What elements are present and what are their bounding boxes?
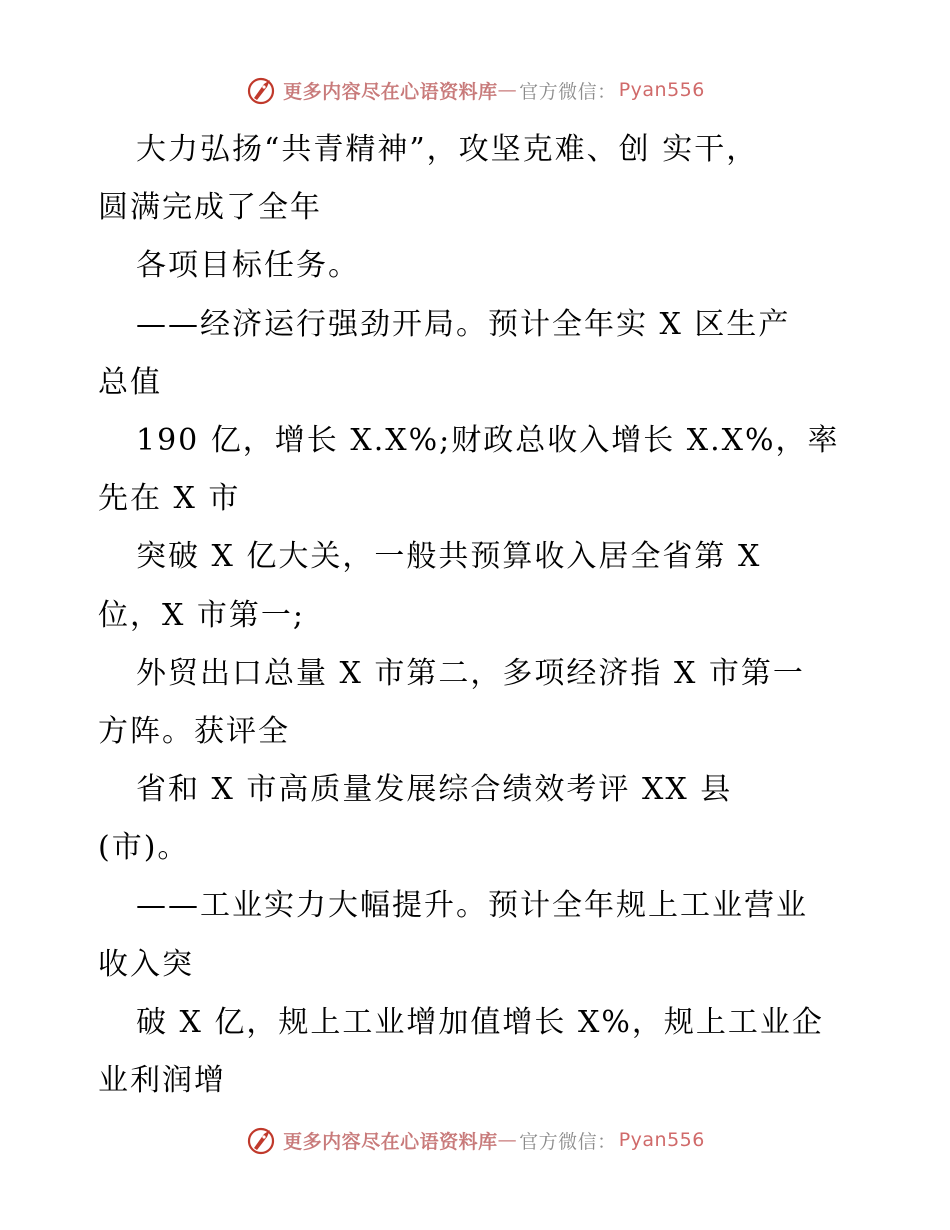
text-line: 先在 X 市 <box>98 481 241 517</box>
text-line: 突破 X 亿大关，一般共预算收入居全省第 X <box>136 539 762 575</box>
text-line: 破 X 亿，规上工业增加值增长 X%，规上工业企 <box>136 1004 824 1040</box>
watermark-main-text: 更多内容尽在心语资料库 <box>283 80 498 103</box>
watermark-wechat-id: Pyan556 <box>618 79 705 101</box>
watermark-main-text: 更多内容尽在心语资料库 <box>283 1130 498 1153</box>
text-line: 各项目标任务。 <box>136 248 360 284</box>
footer-watermark <box>0 1123 950 1157</box>
header-watermark <box>0 73 950 107</box>
document-body <box>98 121 888 1110</box>
watermark-separator: — <box>497 1129 518 1151</box>
text-line: 方阵。获评全 <box>98 713 290 749</box>
text-line: ——经济运行强劲开局。预计全年实 X 区生产 <box>136 306 791 342</box>
watermark-separator: — <box>497 79 518 101</box>
watermark-official-label: 官方微信： <box>519 80 617 103</box>
text-line: (市)。 <box>98 830 190 866</box>
text-line: 位，X 市第一; <box>98 597 306 633</box>
text-line: 圆满完成了全年 <box>98 190 322 226</box>
watermark-official-label: 官方微信： <box>519 1130 617 1153</box>
text-line: 190 亿，增长 X.X%;财政总收入增长 X.X%，率 <box>136 422 840 458</box>
text-line: 大力弘扬“共青精神”，攻坚克难、创 实干， <box>136 132 759 167</box>
text-line: 外贸出口总量 X 市第二，多项经济指 X 市第一 <box>136 655 805 691</box>
pen-nib-logo-icon <box>245 74 277 106</box>
text-line: 业利润增 <box>98 1063 226 1098</box>
text-line: 总值 <box>98 364 162 400</box>
pen-nib-logo-icon <box>245 1124 277 1156</box>
text-line: ——工业实力大幅提升。预计全年规上工业营业 <box>136 888 808 924</box>
watermark-wechat-id: Pyan556 <box>618 1129 705 1151</box>
text-line: 省和 X 市高质量发展综合绩效考评 XX 县 <box>136 772 733 808</box>
text-line: 收入突 <box>98 946 194 982</box>
